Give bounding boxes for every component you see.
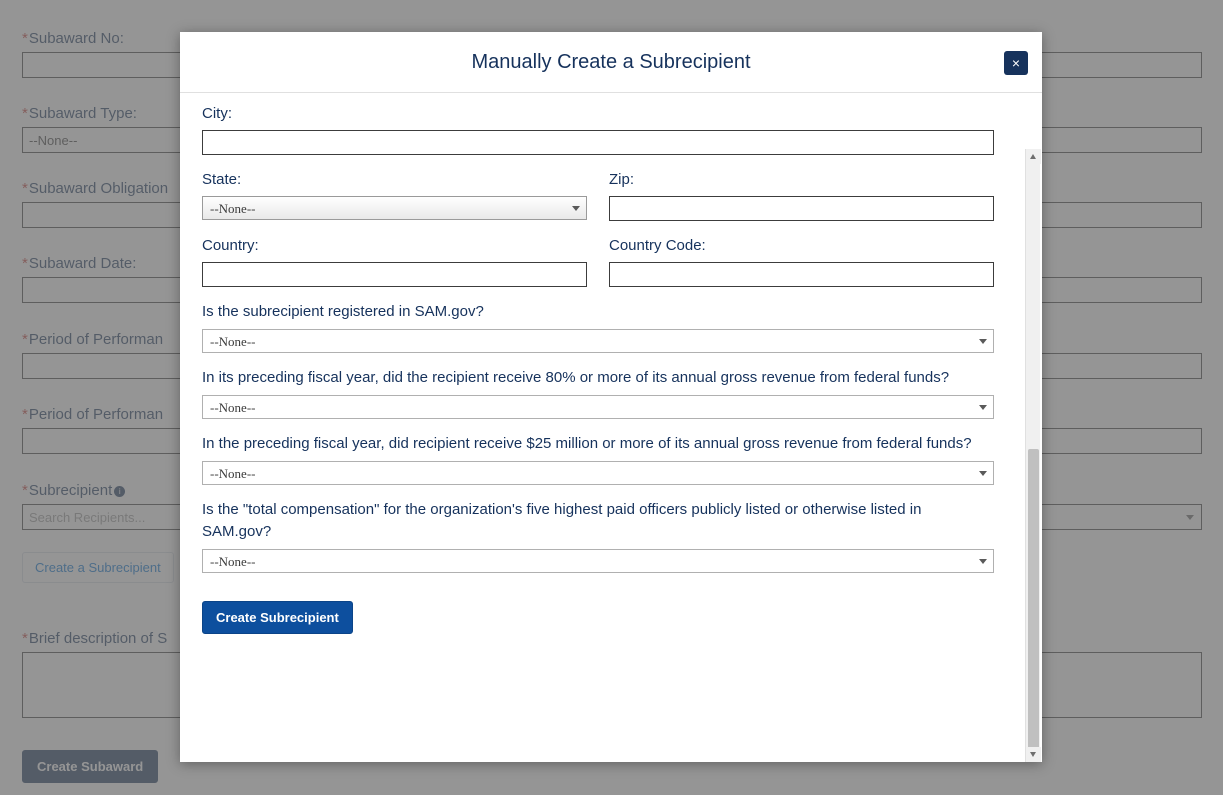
country-code-field xyxy=(609,235,994,287)
total-compensation-field xyxy=(202,499,994,573)
sam-registered-label: Is the subrecipient registered in SAM.gov? xyxy=(202,303,484,320)
zip-label: Zip: xyxy=(609,171,635,188)
create-subrecipient-submit-button[interactable]: Create Subrecipient xyxy=(202,601,353,634)
country-row xyxy=(202,235,994,287)
city-label: City: xyxy=(202,105,232,122)
revenue-80pct-select[interactable] xyxy=(202,395,994,419)
sam-registered-select[interactable] xyxy=(202,329,994,353)
manually-create-subrecipient-modal xyxy=(180,32,1042,762)
modal-body xyxy=(180,93,1042,762)
chevron-down-icon xyxy=(979,559,987,564)
chevron-down-icon xyxy=(1030,752,1036,757)
chevron-down-icon xyxy=(979,471,987,476)
state-label: State: xyxy=(202,171,242,188)
zip-field xyxy=(609,169,994,221)
country-label: Country: xyxy=(202,237,259,254)
total-compensation-value: --None-- xyxy=(210,554,256,569)
revenue-25m-select[interactable] xyxy=(202,461,994,485)
state-field xyxy=(202,169,587,221)
revenue-25m-label: In the preceding fiscal year, did recipient receive $25 million or more of its annual gross revenue from federal funds? xyxy=(202,435,972,452)
country-input[interactable] xyxy=(202,262,587,287)
revenue-80pct-label: In its preceding fiscal year, did the recipient receive 80% or more of its annual gross revenue from federal funds? xyxy=(202,369,950,386)
chevron-down-icon xyxy=(979,405,987,410)
country-field xyxy=(202,235,587,287)
modal-scroll-content xyxy=(202,103,1020,762)
chevron-down-icon xyxy=(979,339,987,344)
city-input[interactable] xyxy=(202,130,994,155)
zip-input[interactable] xyxy=(609,196,994,221)
modal-scrollbar[interactable] xyxy=(1025,149,1040,762)
revenue-80pct-field xyxy=(202,367,994,419)
revenue-25m-value: --None-- xyxy=(210,466,256,481)
revenue-25m-field xyxy=(202,433,994,485)
modal-title: Manually Create a Subrecipient xyxy=(471,50,751,73)
state-zip-row xyxy=(202,169,994,221)
state-select-value: --None-- xyxy=(210,201,256,216)
sam-registered-value: --None-- xyxy=(210,334,256,349)
modal-header xyxy=(180,32,1042,93)
country-code-input[interactable] xyxy=(609,262,994,287)
close-icon[interactable]: × xyxy=(1004,51,1028,75)
city-field xyxy=(202,103,994,155)
revenue-80pct-value: --None-- xyxy=(210,400,256,415)
scroll-up-button[interactable] xyxy=(1026,149,1041,164)
scrollbar-thumb[interactable] xyxy=(1028,449,1039,762)
chevron-down-icon xyxy=(572,206,580,211)
scroll-down-button[interactable] xyxy=(1026,747,1041,762)
sam-registered-field xyxy=(202,301,994,353)
total-compensation-label: Is the "total compensation" for the organization's five highest paid officers publicly listed or otherwise listed in SAM.gov? xyxy=(202,501,922,540)
chevron-up-icon xyxy=(1030,154,1036,159)
total-compensation-select[interactable] xyxy=(202,549,994,573)
country-code-label: Country Code: xyxy=(609,237,706,254)
state-select[interactable] xyxy=(202,196,587,220)
